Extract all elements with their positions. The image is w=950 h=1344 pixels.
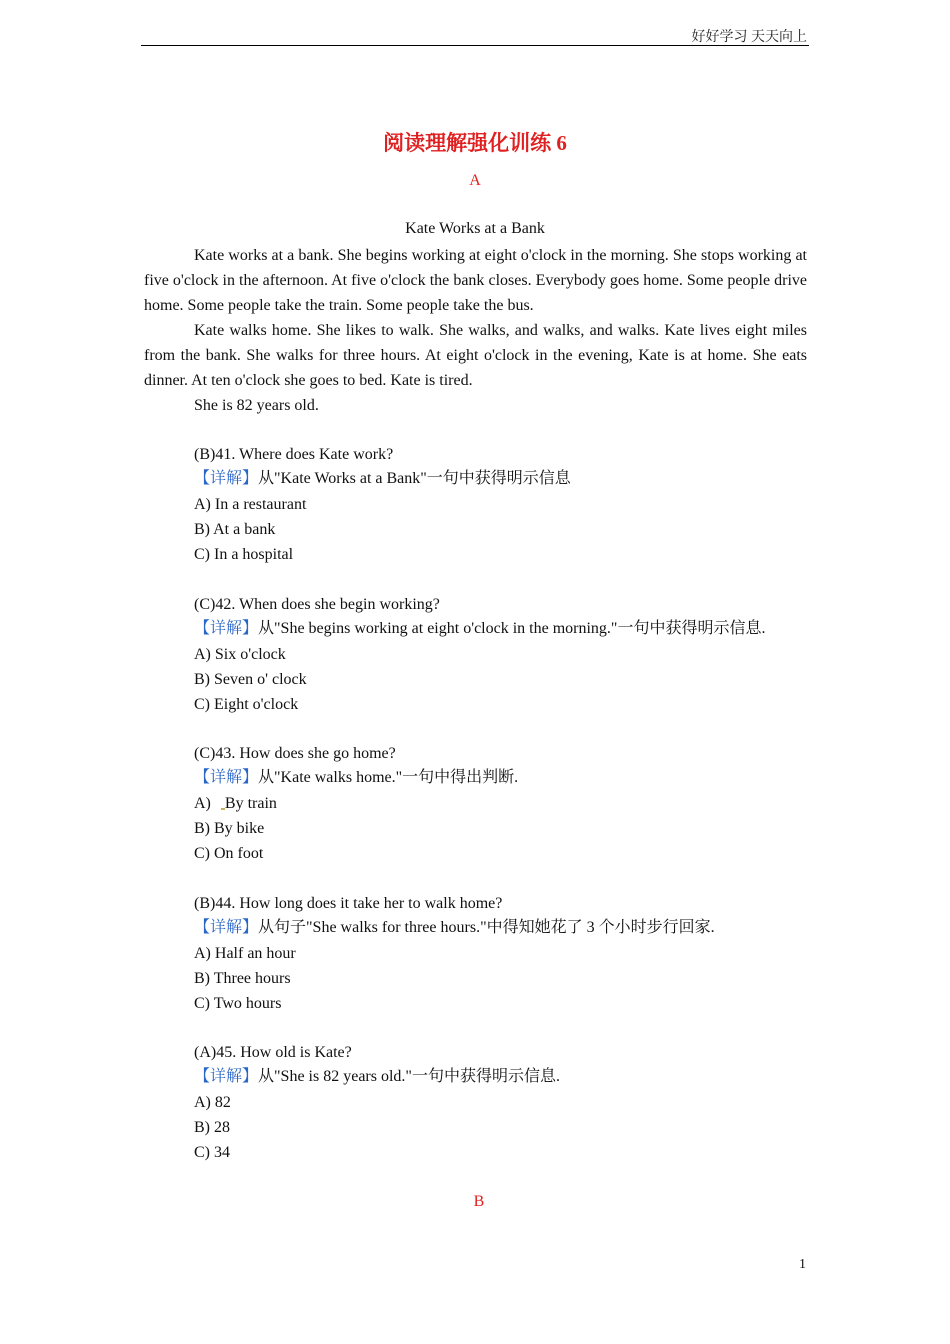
explanation-text: 从"She is 82 years old."一句中获得明示信息. [258, 1068, 560, 1085]
option-42-a: A) Six o'clock [194, 646, 286, 663]
passage-paragraph-2: Kate walks home. She likes to walk. She walks, and walks, and walks. Kate lives eight miles from the bank. She walks for three hours. At eight o'clock in the evening, Kate is at home. She eats dinner. At ten o'clock she goes to bed. Kate is tired. [144, 322, 807, 389]
explanation-44 [194, 915, 715, 940]
header-rule [141, 45, 809, 46]
explanation-45 [194, 1064, 560, 1089]
option-44-b: B) Three hours [194, 970, 291, 987]
option-43-b: B) By bike [194, 820, 265, 837]
option-41-c: C) In a hospital [194, 546, 294, 563]
passage-title: Kate Works at a Bank [405, 220, 545, 237]
option-43-c: C) On foot [194, 845, 264, 862]
option-43-a [194, 791, 277, 816]
option-text: By train [224, 795, 277, 812]
option-44-c: C) Two hours [194, 995, 282, 1012]
explanation-text: 从句子"She walks for three hours."中得知她花了 3 个小时步行回家. [258, 919, 715, 936]
option-41-b: B) At a bank [194, 521, 276, 538]
option-42-b: B) Seven o' clock [194, 671, 307, 688]
explanation-41 [194, 466, 571, 491]
detail-tag: 【详解】 [194, 769, 259, 786]
explanation-text: 从"Kate walks home."一句中得出判断. [258, 769, 519, 786]
explanation-text: 从"She begins working at eight o'clock in the morning."一句中获得明示信息. [258, 620, 766, 637]
question-41: (B)41. Where does Kate work? [194, 446, 394, 463]
section-label-a: A [469, 172, 481, 189]
detail-tag: 【详解】 [194, 470, 259, 487]
explanation-43 [194, 765, 518, 790]
page-number: 1 [799, 1257, 806, 1272]
option-45-c: C) 34 [194, 1144, 230, 1161]
option-41-a: A) In a restaurant [194, 496, 307, 513]
page-title: 阅读理解强化训练 6 [383, 131, 567, 155]
header-motto: 好好学习 天天向上 [691, 30, 807, 45]
detail-tag: 【详解】 [194, 620, 259, 637]
question-42: (C)42. When does she begin working? [194, 596, 440, 613]
explanation-text: 从"Kate Works at a Bank"一句中获得明示信息 [258, 470, 571, 487]
passage-paragraph-1: Kate works at a bank. She begins working at eight o'clock in the morning. She stops working at five o'clock in the afternoon. At five o'clock the bank closes. Everybody goes home. Some people drive home. Some people take the train. Some people take the bus. [144, 247, 807, 314]
passage-paragraph-3: She is 82 years old. [194, 397, 319, 414]
option-45-a: A) 82 [194, 1094, 231, 1111]
option-letter: A) [194, 795, 215, 812]
option-44-a: A) Half an hour [194, 945, 296, 962]
question-43: (C)43. How does she go home? [194, 745, 396, 762]
explanation-42 [194, 616, 765, 641]
option-42-c: C) Eight o'clock [194, 696, 299, 713]
option-45-b: B) 28 [194, 1119, 230, 1136]
section-label-b: B [473, 1193, 485, 1210]
question-45: (A)45. How old is Kate? [194, 1044, 352, 1061]
detail-tag: 【详解】 [194, 1068, 259, 1085]
detail-tag: 【详解】 [194, 919, 259, 936]
question-44: (B)44. How long does it take her to walk home? [194, 895, 503, 912]
